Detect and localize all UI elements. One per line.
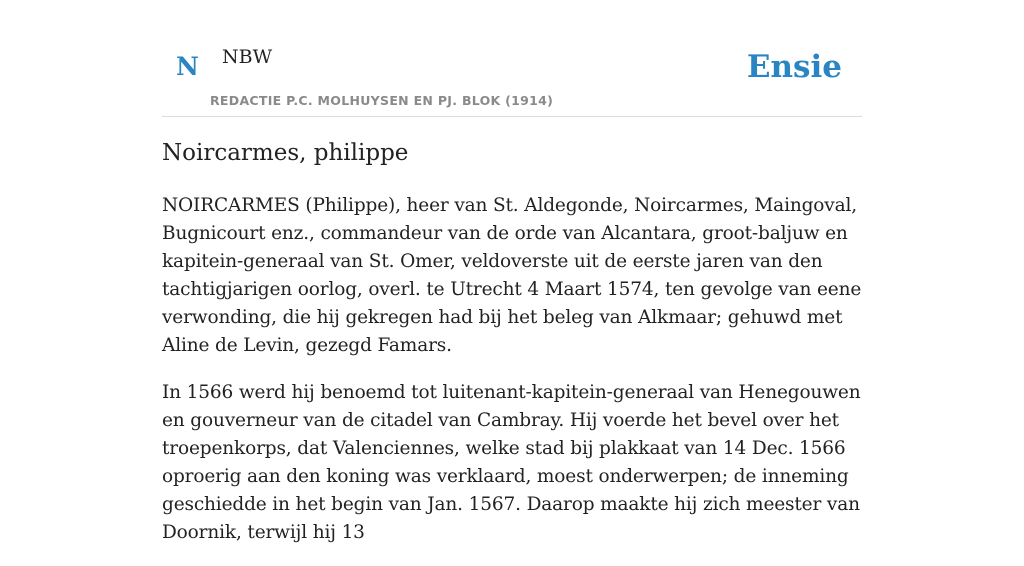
brand-logo[interactable]: Ensie (746, 49, 842, 85)
source-name[interactable]: NBW (222, 46, 273, 68)
source-editors: REDACTIE P.C. MOLHUYSEN EN PJ. BLOK (1914) (210, 93, 554, 108)
header (162, 0, 862, 117)
source-logo[interactable]: N (176, 52, 199, 81)
paragraph: In 1566 werd hij benoemd tot luitenant-kapitein-generaal van Henegouwen en gouverneur van de citadel van Cambray. Hij voerde het bevel over het troepenkorps, dat Valenciennes, welke stad bij plakkaat van 14 Dec. 1566 oproerig aan den koning was verklaard, moest onderwerpen; de inneming geschiedde in het begin van Jan. 1567. Daarop maakte hij zich meester van Doornik, terwijl hij 13 (162, 382, 861, 543)
paragraph: NOIRCARMES (Philippe), heer van St. Aldegonde, Noircarmes, Maingoval, Bugnicourt enz., commandeur van de orde van Alcantara, groot-baljuw en kapitein-generaal van St. Omer, veldoverste uit de eerste jaren van den tachtigjarigen oorlog, overl. te Utrecht 4 Maart 1574, ten gevolge van eene verwonding, die hij gekregen had bij het beleg van Alkmaar; gehuwd met Aline de Levin, gezegd Famars. (162, 195, 862, 356)
article-body (162, 192, 862, 566)
page-title: Noircarmes, philippe (162, 140, 409, 166)
